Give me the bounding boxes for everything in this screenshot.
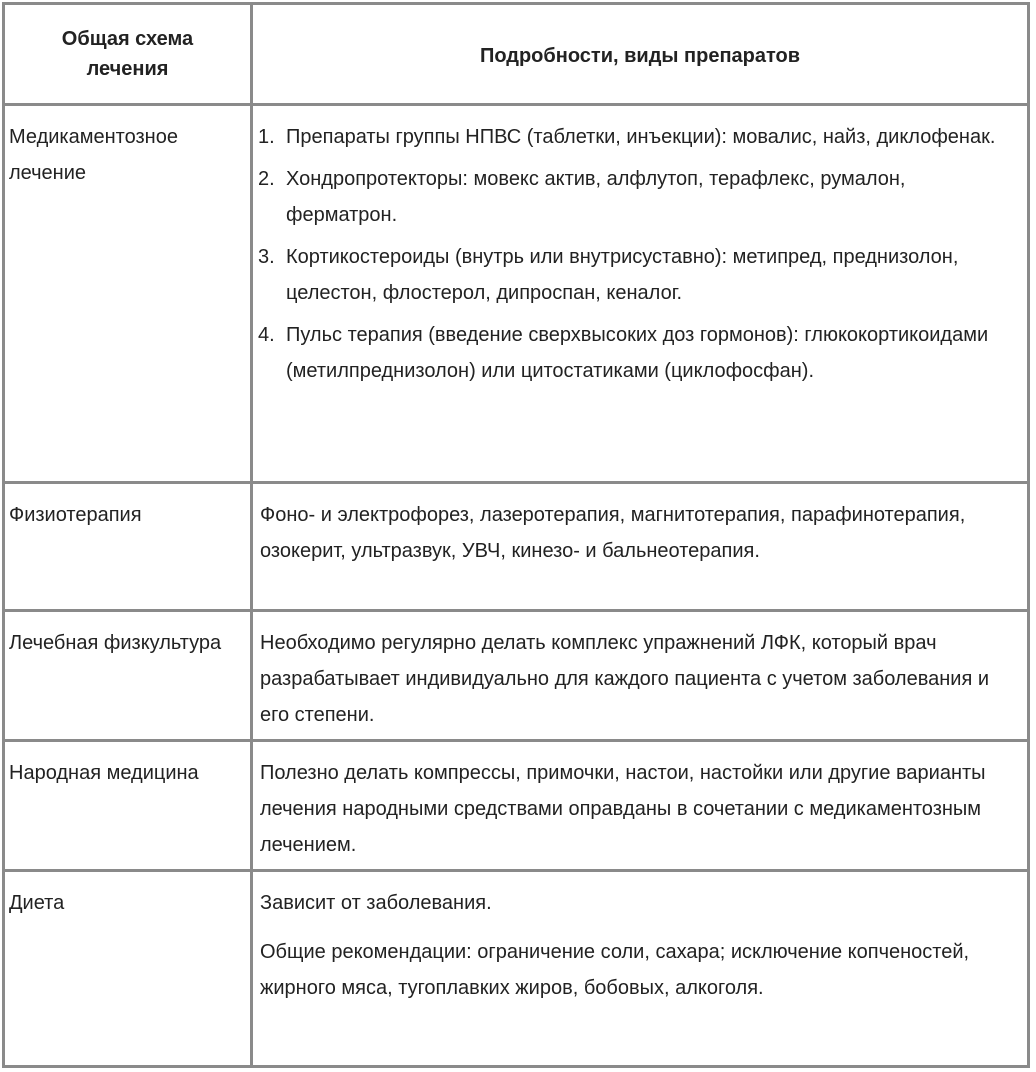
list-item-number: 3. bbox=[258, 246, 275, 268]
list-item-text: Пульс терапия (введение сверхвысоких доз гормонов): глюкокортикоидами (метилпреднизолон) или цитостатиками (циклофосфан). bbox=[286, 324, 989, 382]
list-item-text: Препараты группы НПВС (таблетки, инъекции): мовалис, найз, диклофенак. bbox=[286, 126, 996, 148]
row-title: Физиотерапия bbox=[9, 504, 142, 526]
row-detail-cell bbox=[253, 106, 1027, 481]
row-detail-text: Необходимо регулярно делать комплекс упражнений ЛФК, который врач разрабатывает индивидуально для каждого пациента с учетом заболевания и его степени. bbox=[260, 632, 990, 726]
row-title-cell bbox=[5, 106, 253, 481]
drug-list bbox=[258, 119, 1017, 389]
header-scheme-label: Общая схема лечения bbox=[61, 28, 194, 80]
table-row bbox=[5, 872, 1027, 1065]
list-item bbox=[258, 239, 1017, 311]
table-header-row bbox=[5, 5, 1027, 106]
row-title: Медикаментозное лечение bbox=[9, 126, 178, 184]
row-title-cell bbox=[5, 484, 253, 609]
row-title: Народная медицина bbox=[9, 762, 199, 784]
row-detail-paragraphs bbox=[260, 885, 1017, 1019]
list-item bbox=[258, 317, 1017, 389]
row-detail-cell bbox=[253, 484, 1027, 609]
row-detail-cell bbox=[253, 872, 1027, 1065]
table-row bbox=[5, 742, 1027, 872]
row-detail-cell bbox=[253, 612, 1027, 739]
list-item-number: 1. bbox=[258, 126, 275, 148]
row-detail-text: Полезно делать компрессы, примочки, настои, настойки или другие варианты лечения народными средствами оправданы в сочетании с медикаментозным лечением. bbox=[260, 762, 986, 856]
list-item-number: 2. bbox=[258, 168, 275, 190]
list-item-number: 4. bbox=[258, 324, 275, 346]
header-cell-details bbox=[253, 5, 1027, 103]
row-title-cell bbox=[5, 612, 253, 739]
paragraph: Общие рекомендации: ограничение соли, сахара; исключение копченостей, жирного мяса, тугоплавких жиров, бобовых, алкоголя. bbox=[260, 941, 970, 999]
list-item bbox=[258, 161, 1017, 233]
row-title: Диета bbox=[9, 892, 65, 914]
row-detail-cell bbox=[253, 742, 1027, 869]
row-title: Лечебная физкультура bbox=[9, 632, 222, 654]
drug-list-wrap bbox=[258, 119, 1017, 395]
table-row bbox=[5, 106, 1027, 484]
row-title-cell bbox=[5, 742, 253, 869]
paragraph: Зависит от заболевания. bbox=[260, 892, 492, 914]
header-cell-scheme bbox=[5, 5, 253, 103]
row-detail-text: Фоно- и электрофорез, лазеротерапия, магнитотерапия, парафинотерапия, озокерит, ультразвук, УВЧ, кинезо- и бальнеотерапия. bbox=[260, 504, 966, 562]
header-details-label: Подробности, виды препаратов bbox=[479, 45, 801, 67]
table-row bbox=[5, 484, 1027, 612]
table-row bbox=[5, 612, 1027, 742]
list-item bbox=[258, 119, 1017, 155]
treatment-table bbox=[2, 2, 1030, 1068]
list-item-text: Кортикостероиды (внутрь или внутрисуставно): метипред, преднизолон, целестон, флостерол, дипроспан, кеналог. bbox=[286, 246, 959, 304]
list-item-text: Хондропротекторы: мовекс актив, алфлутоп, терафлекс, румалон, ферматрон. bbox=[286, 168, 906, 226]
row-title-cell bbox=[5, 872, 253, 1065]
